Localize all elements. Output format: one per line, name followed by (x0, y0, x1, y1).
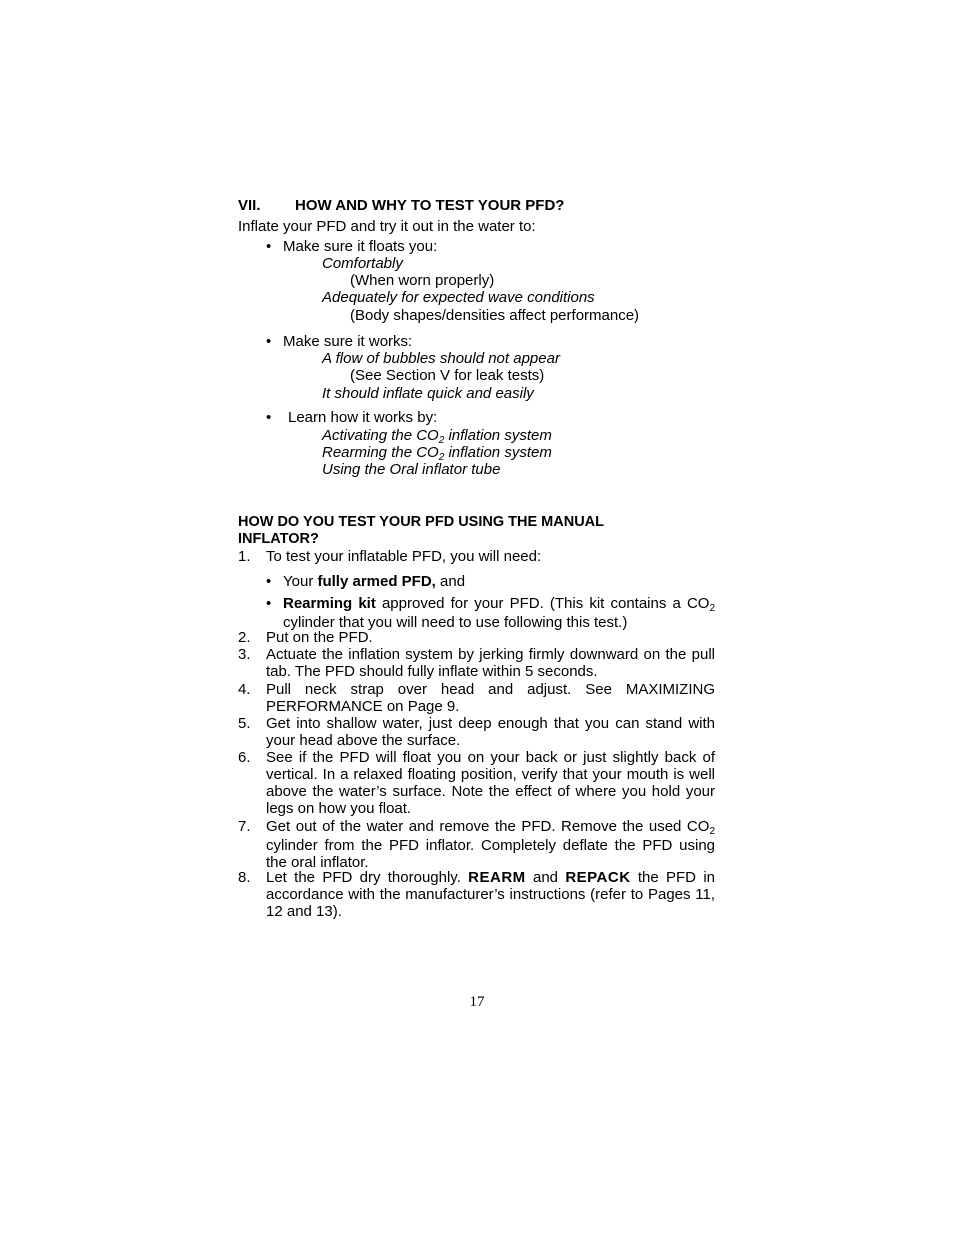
page-number: 17 (469, 994, 485, 1010)
manual-test-heading: HOW DO YOU TEST YOUR PFD USING THE MANUAL (238, 514, 605, 530)
sub-item: Using the Oral inflator tube (322, 461, 501, 478)
bullet: • (266, 573, 272, 590)
sub-note: (When worn properly) (350, 272, 495, 289)
need-item: Your fully armed PFD, and (283, 573, 466, 590)
step-text: Actuate the inflation system by jerking firmly downward on the pull tab. The PFD should fully inflate within 5 seconds. (266, 646, 715, 680)
step-number: 8. (238, 869, 251, 886)
step-number: 6. (238, 749, 251, 766)
sub-item: Comfortably (322, 255, 403, 272)
step-number: 1. (238, 548, 251, 565)
group-label-works: Make sure it works: (283, 333, 413, 350)
step-text: Get into shallow water, just deep enough that you can stand with your head above the surface. (266, 715, 715, 749)
step-text: Put on the PFD. (266, 629, 373, 646)
bullet: • (266, 238, 272, 255)
step-text: See if the PFD will float you on your back or just slightly back of vertical. In a relaxed floating position, verify that your mouth is well above the water’s surface. Note the effect of where you hold your legs on how you float. (266, 749, 715, 817)
sub-note: (Body shapes/densities affect performance) (350, 307, 640, 324)
bullet: • (266, 409, 272, 426)
sub-item: Activating the $CO_2$ inflation system (322, 427, 552, 446)
sub-item: A flow of bubbles should not appear (322, 350, 560, 367)
step-text: Let the PFD dry thoroughly. REARM and REPACK the PFD in accordance with the manufacturer’s instructions (refer to Pages 11, 12 and 13). (266, 869, 715, 920)
bullet: • (266, 595, 272, 612)
step-text: Pull neck strap over head and adjust. See MAXIMIZING PERFORMANCE on Page 9. (266, 681, 715, 715)
section-title: HOW AND WHY TO TEST YOUR PFD? (295, 197, 565, 214)
sub-item: Adequately for expected wave conditions (322, 289, 595, 306)
need-item: Rearming kit approved for your PFD. (This kit contains a $CO_2$ cylinder that you will need to use following this test.) (283, 595, 716, 631)
group-label-learn: Learn how it works by: (288, 409, 438, 426)
manual-test-heading-cont: INFLATOR? (238, 531, 319, 547)
group-label-floats: Make sure it floats you: (283, 238, 438, 255)
step-text: To test your inflatable PFD, you will need: (266, 548, 542, 565)
step-number: 7. (238, 818, 251, 835)
section-intro: Inflate your PFD and try it out in the water to: (238, 218, 536, 235)
step-text: Get out of the water and remove the PFD. Remove the used $CO_2$ cylinder from the PFD inflator. Completely deflate the PFD using the oral inflator. (266, 818, 715, 871)
sub-note: (See Section V for leak tests) (350, 367, 545, 384)
sub-item: It should inflate quick and easily (322, 385, 534, 402)
step-number: 3. (238, 646, 251, 663)
bullet: • (266, 333, 272, 350)
step-number: 5. (238, 715, 251, 732)
step-number: 4. (238, 681, 251, 698)
section-number: VII. (238, 197, 261, 214)
sub-item: Rearming the $CO_2$ inflation system (322, 444, 552, 463)
step-number: 2. (238, 629, 251, 646)
